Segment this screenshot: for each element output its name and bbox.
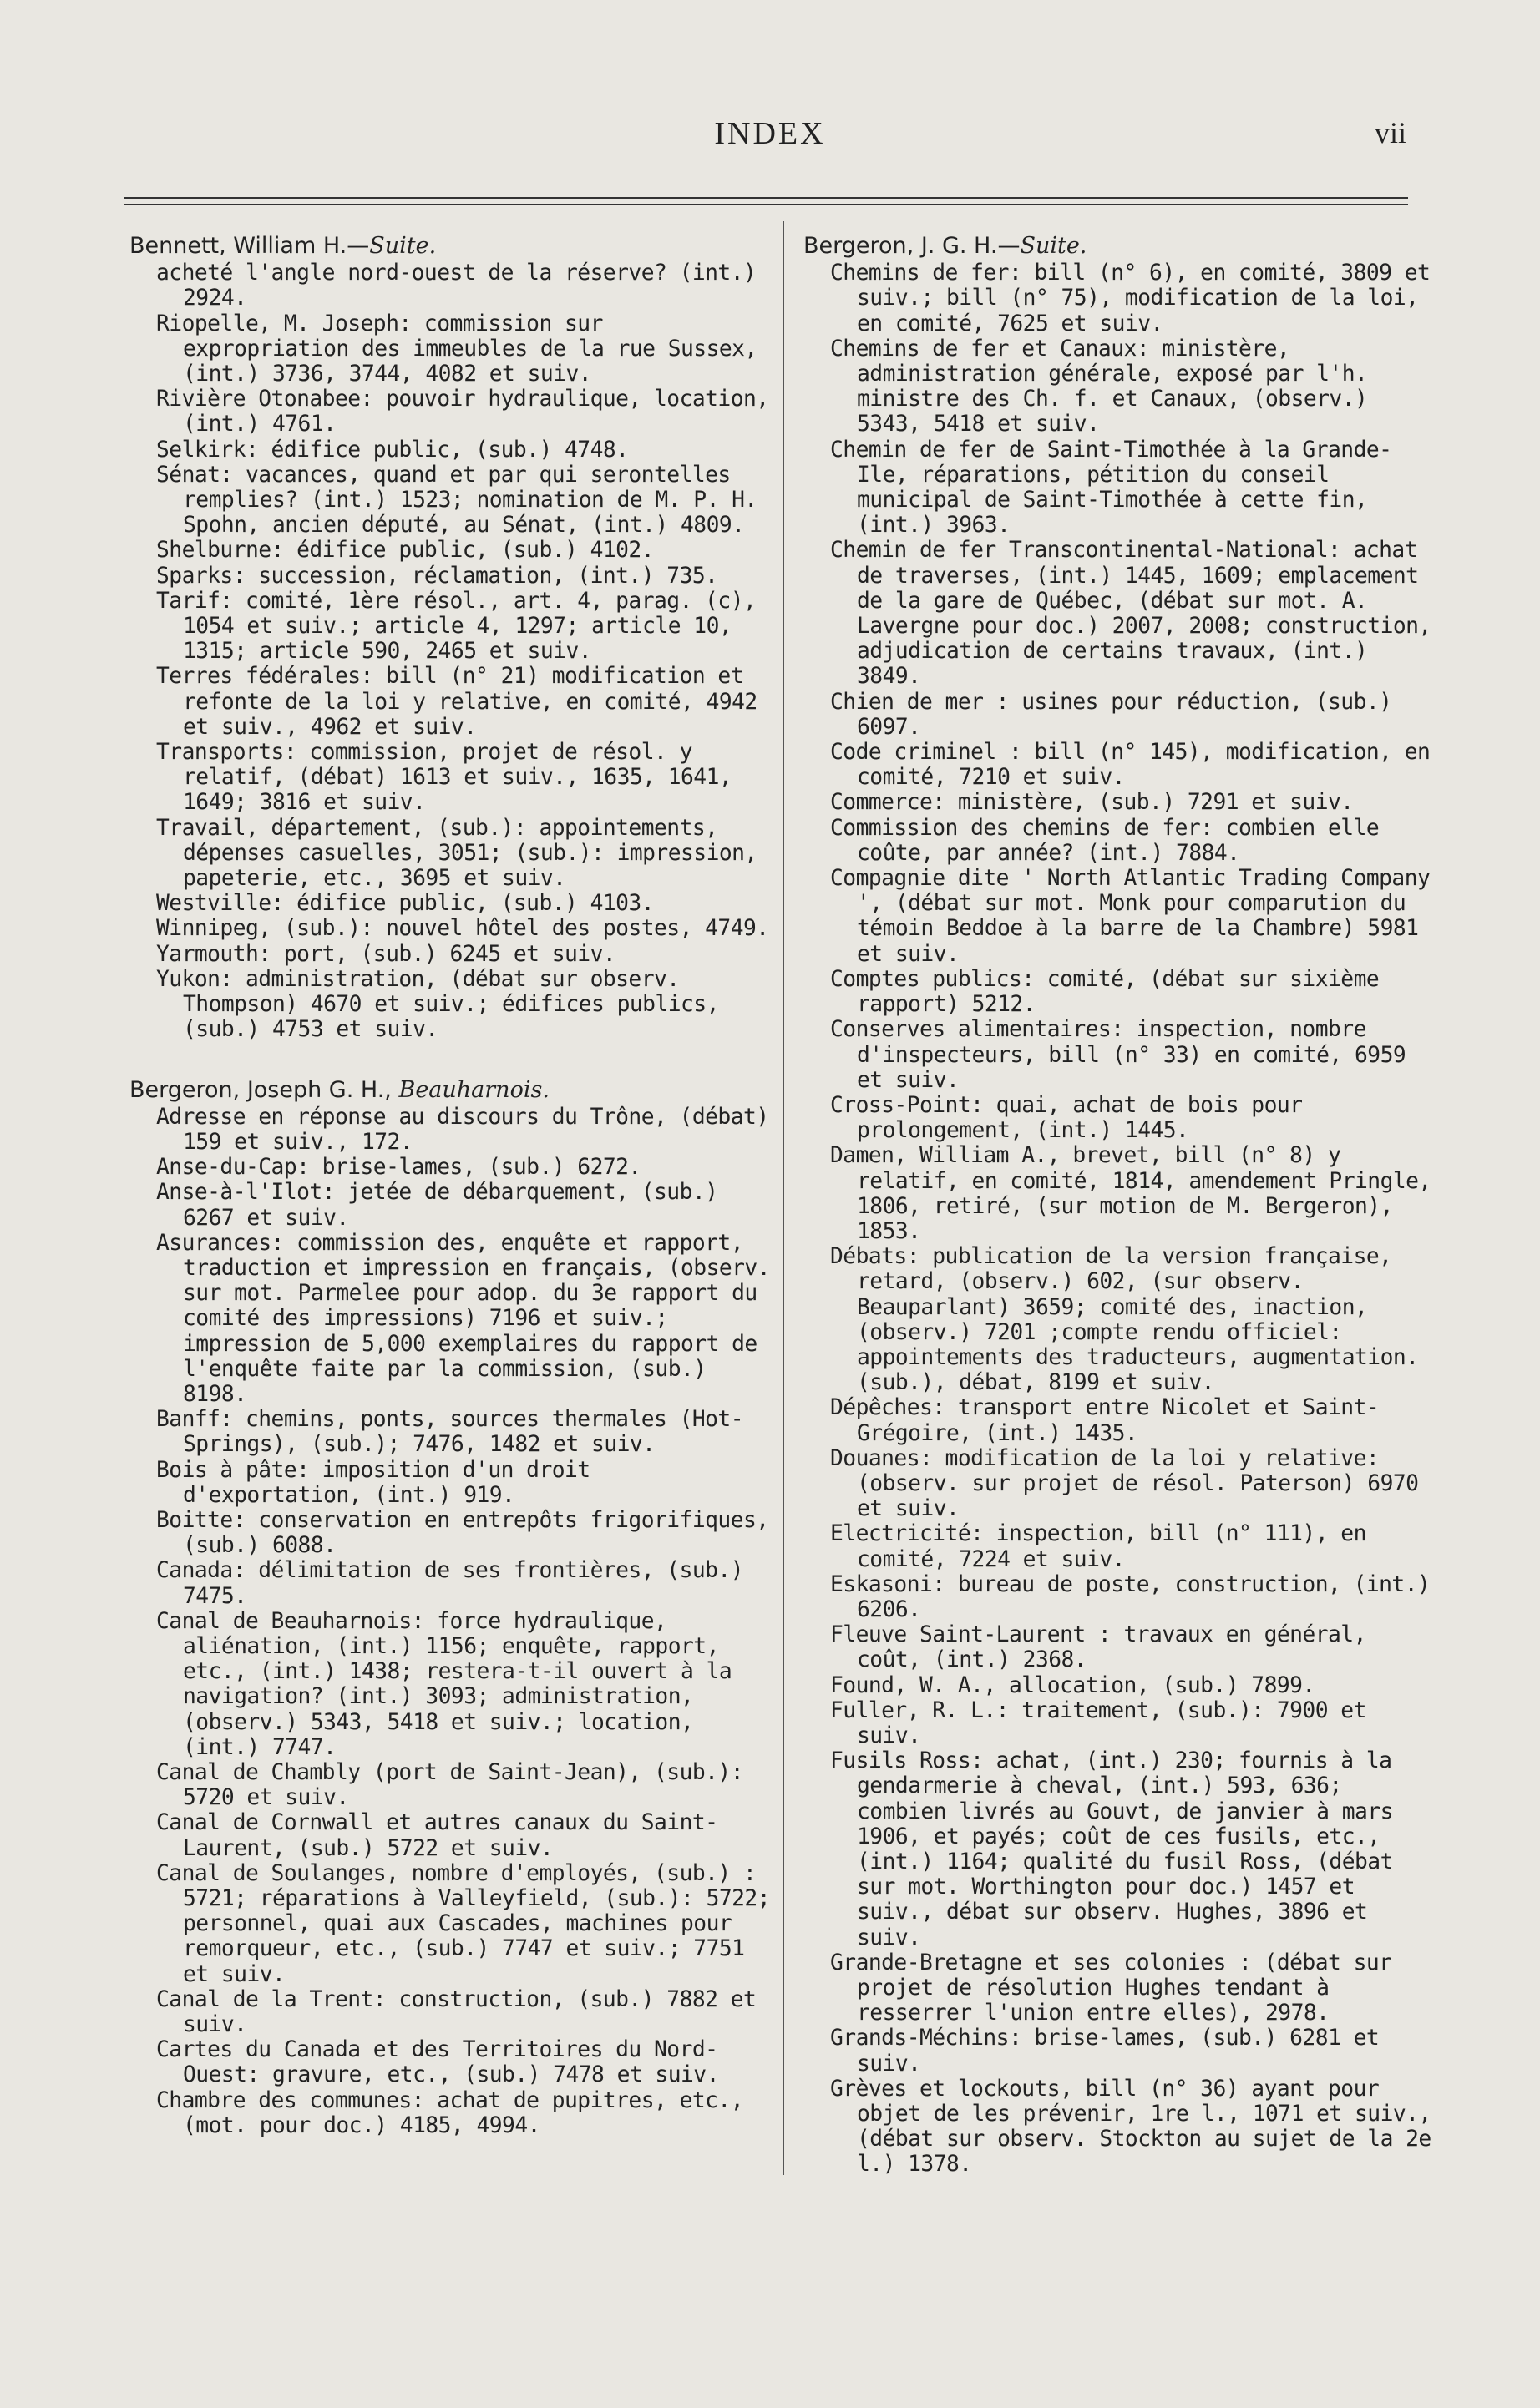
index-entry: Cross-Point: quai, achat de bois pour prolongement, (int.) 1445. <box>830 1092 1303 1144</box>
index-entry: Code criminel : bill (n° 145), modification, en comité, 7210 et suiv. <box>830 740 1431 791</box>
index-entry: Anse-du-Cap: brise-lames, (sub.) 6272. <box>156 1155 641 1181</box>
heading-name: Bergeron, J. G. H. <box>803 233 998 259</box>
entry-list <box>803 261 1438 2177</box>
entry-list <box>129 261 773 1042</box>
index-entry: Canal de la Trent: construction, (sub.) 7882 et suiv. <box>156 1986 757 2038</box>
index-entry: Westville: édifice public, (sub.) 4103. <box>156 891 655 917</box>
index-entry: Tarif: comité, 1ère résol., art. 4, parag. (c), 1054 et suiv.; article 4, 1297; article 10, 1315; article 590, 2465 et suiv. <box>156 588 757 665</box>
entry-heading-bergeron-suite: Bergeron, J. G. H.—Suite. <box>803 233 1087 259</box>
index-entry: Chemins de fer et Canaux: ministère, administration générale, exposé par l'h. ministre des Ch. f. et Canaux, (observ.) 5343, 5418 et suiv. <box>830 336 1368 438</box>
index-entry: Chien de mer : usines pour réduction, (sub.) 6097. <box>830 689 1392 740</box>
index-entry: Comptes publics: comité, (débat sur sixième rapport) 5212. <box>830 966 1380 1018</box>
index-entry: Débats: publication de la version française, retard, (observ.) 602, (sur observ. Beauparlant) 3659; comité des, inaction, (observ.) 7201 ;compte rendu officiel: appointements des traducteurs, augmentation. (sub.), débat, 8199 et suiv. <box>830 1244 1419 1396</box>
index-entry: Chemin de fer Transcontinental-National: achat de traverses, (int.) 1445, 1609; emplacement de la gare de Québec, (débat sur mot. A. Lavergne pour doc.) 2007, 2008; construction, adjudication de certains travaux, (int.) 3849. <box>830 538 1431 690</box>
index-entry: Douanes: modification de la loi y relative: (observ. sur projet de résol. Paterson) 6970 et suiv. <box>830 1445 1419 1522</box>
heading-name: Bergeron, Joseph G. H., <box>129 1076 392 1103</box>
index-entry: Conserves alimentaires: inspection, nombre d'inspecteurs, bill (n° 33) en comité, 6959 et suiv. <box>830 1017 1406 1093</box>
index-entry: Canal de Cornwall et autres canaux du Saint-Laurent, (sub.) 5722 et suiv. <box>156 1810 718 1861</box>
index-entry: Electricité: inspection, bill (n° 111), en comité, 7224 et suiv. <box>830 1521 1366 1572</box>
index-entry: Grands-Méchins: brise-lames, (sub.) 6281 et suiv. <box>830 2026 1380 2077</box>
index-entry: Fleuve Saint-Laurent : travaux en général, coût, (int.) 2368. <box>830 1622 1366 1673</box>
index-entry: Shelburne: édifice public, (sub.) 4102. <box>156 538 655 564</box>
page-title: INDEX <box>714 116 826 151</box>
index-entry: Chemins de fer: bill (n° 6), en comité, 3809 et suiv.; bill (n° 75), modification de la loi, en comité, 7625 et suiv. <box>830 261 1431 336</box>
index-entry: Fusils Ross: achat, (int.) 230; fournis à la gendarmerie à cheval, (int.) 593, 636; combien livrés au Gouvt, de janvier à mars 1906, et payés; coût de ces fusils, etc., (int.) 1164; qualité du fusil Ross, (débat sur mot. Worthington pour doc.) 1457 et suiv., débat sur observ. Hughes, 3896 et suiv. <box>830 1748 1393 1950</box>
index-entry: Chambre des communes: achat de pupitres, etc., (mot. pour doc.) 4185, 4994. <box>156 2087 743 2138</box>
index-entry: Canal de Soulanges, nombre d'employés, (sub.) : 5721; réparations à Valleyfield, (sub.): 5722; personnel, quai aux Cascades, machines pour remorqueur, etc., (sub.) 7747 et suiv.; 7751 et suiv. <box>156 1860 770 1987</box>
left-column <box>129 234 773 2138</box>
index-entry: Fuller, R. L.: traitement, (sub.): 7900 et suiv. <box>830 1697 1366 1748</box>
index-entry: Adresse en réponse au discours du Trône, (débat) 159 et suiv., 172. <box>156 1104 769 1155</box>
index-entry: Yarmouth: port, (sub.) 6245 et suiv. <box>156 941 616 967</box>
index-entry: Boitte: conservation en entrepôts frigorifiques, (sub.) 6088. <box>156 1507 769 1559</box>
index-entry: Sénat: vacances, quand et par qui serontelles remplies? (int.) 1523; nomination de M. P. H. Spohn, ancien député, au Sénat, (int.) 4809. <box>156 462 757 539</box>
running-head <box>0 115 1540 165</box>
index-entry: Transports: commission, projet de résol. y relatif, (débat) 1613 et suiv., 1635, 1641, 1649; 3816 et suiv. <box>156 740 732 816</box>
index-entry: Riopelle, M. Joseph: commission sur expropriation des immeubles de la rue Sussex, (int.) 3736, 3744, 4082 et suiv. <box>156 311 757 387</box>
index-entry: Dépêches: transport entre Nicolet et Saint-Grégoire, (int.) 1435. <box>830 1395 1380 1446</box>
index-entry: Cartes du Canada et des Territoires du Nord-Ouest: gravure, etc., (sub.) 7478 et suiv. <box>156 2037 719 2088</box>
index-entry: Anse-à-l'Ilot: jetée de débarquement, (sub.) 6267 et suiv. <box>156 1180 718 1231</box>
header-rule-bottom <box>124 204 1408 205</box>
entry-heading-bergeron <box>129 1078 773 1103</box>
heading-name: Bennett, William H. <box>129 233 347 259</box>
right-column <box>803 234 1438 2178</box>
index-entry: Winnipeg, (sub.): nouvel hôtel des postes, 4749. <box>156 916 769 942</box>
index-entry: Selkirk: édifice public, (sub.) 4748. <box>156 437 629 463</box>
heading-suffix: Suite. <box>1020 233 1087 259</box>
index-entry: Terres fédérales: bill (n° 21) modification et refonte de la loi y relative, en comité, 4942 et suiv., 4962 et suiv. <box>156 664 757 740</box>
index-entry: Rivière Otonabee: pouvoir hydraulique, location, (int.) 4761. <box>156 387 769 438</box>
index-entry: Yukon: administration, (débat sur observ. Thompson) 4670 et suiv.; édifices publics, (sub.) 4753 et suiv. <box>156 966 719 1043</box>
index-entry: Canal de Beauharnois: force hydraulique, aliénation, (int.) 1156; enquête, rapport, etc., (int.) 1438; restera-t-il ouvert à la navigation? (int.) 3093; administration, (observ.) 5343, 5418 et suiv.; location, (int.) 7747. <box>156 1608 732 1760</box>
header-rule-top <box>124 197 1408 199</box>
heading-suffix: Beauharnois. <box>398 1076 550 1103</box>
index-entry: Canada: délimitation de ses frontières, (sub.) 7475. <box>156 1558 743 1609</box>
index-entry: Grande-Bretagne et ses colonies : (débat sur projet de résolution Hughes tendant à resserrer l'union entre elles), 2978. <box>830 1950 1392 2026</box>
index-entry: Damen, William A., brevet, bill (n° 8) y relatif, en comité, 1814, amendement Pringle, 1806, retiré, (sur motion de M. Bergeron), 1853. <box>830 1143 1431 1244</box>
column-divider <box>783 221 784 2175</box>
index-entry: Grèves et lockouts, bill (n° 36) ayant pour objet de les prévenir, 1re l., 1071 et suiv., (débat sur observ. Stockton au sujet de la 2e l.) 1378. <box>830 2076 1431 2178</box>
index-entry: Compagnie dite ' North Atlantic Trading Company ', (débat sur mot. Monk pour comparution du témoin Beddoe à la barre de la Chambre) 5981 et suiv. <box>830 866 1431 967</box>
heading-suffix: Suite. <box>369 233 437 259</box>
index-entry: Sparks: succession, réclamation, (int.) 735. <box>156 563 718 589</box>
index-entry: Chemin de fer de Saint-Timothée à la Grande-Ile, réparations, pétition du conseil municipal de Saint-Timothée à cette fin, (int.) 3963. <box>830 437 1392 539</box>
page-number: vii <box>1374 116 1406 149</box>
entry-list <box>129 1105 773 2138</box>
index-entry: acheté l'angle nord-ouest de la réserve? (int.) 2924. <box>156 261 757 311</box>
index-entry: Commission des chemins de fer: combien elle coûte, par année? (int.) 7884. <box>830 815 1380 866</box>
index-entry: Banff: chemins, ponts, sources thermales (Hot-Springs), (sub.); 7476, 1482 et suiv. <box>156 1407 743 1458</box>
index-entry: Asurances: commission des, enquête et rapport, traduction et impression en français, (observ. sur mot. Parmelee pour adop. du 3e rapport du comité des impressions) 7196 et suiv.; impression de 5,000 exemplaires du rapport de l'enquête faite par la commission, (sub.) 8198. <box>156 1230 770 1407</box>
index-entry: Found, W. A., allocation, (sub.) 7899. <box>830 1672 1315 1698</box>
index-entry: Commerce: ministère, (sub.) 7291 et suiv. <box>830 790 1354 816</box>
index-entry: Eskasoni: bureau de poste, construction, (int.) 6206. <box>830 1571 1431 1622</box>
entry-heading-bennett: Bennett, William H.—Suite. <box>129 233 437 259</box>
index-entry: Canal de Chambly (port de Saint-Jean), (sub.): 5720 et suiv. <box>156 1759 743 1811</box>
index-entry: Travail, département, (sub.): appointements, dépenses casuelles, 3051; (sub.): impression, papeterie, etc., 3695 et suiv. <box>156 815 757 892</box>
index-entry: Bois à pâte: imposition d'un droit d'exportation, (int.) 919. <box>156 1457 590 1508</box>
